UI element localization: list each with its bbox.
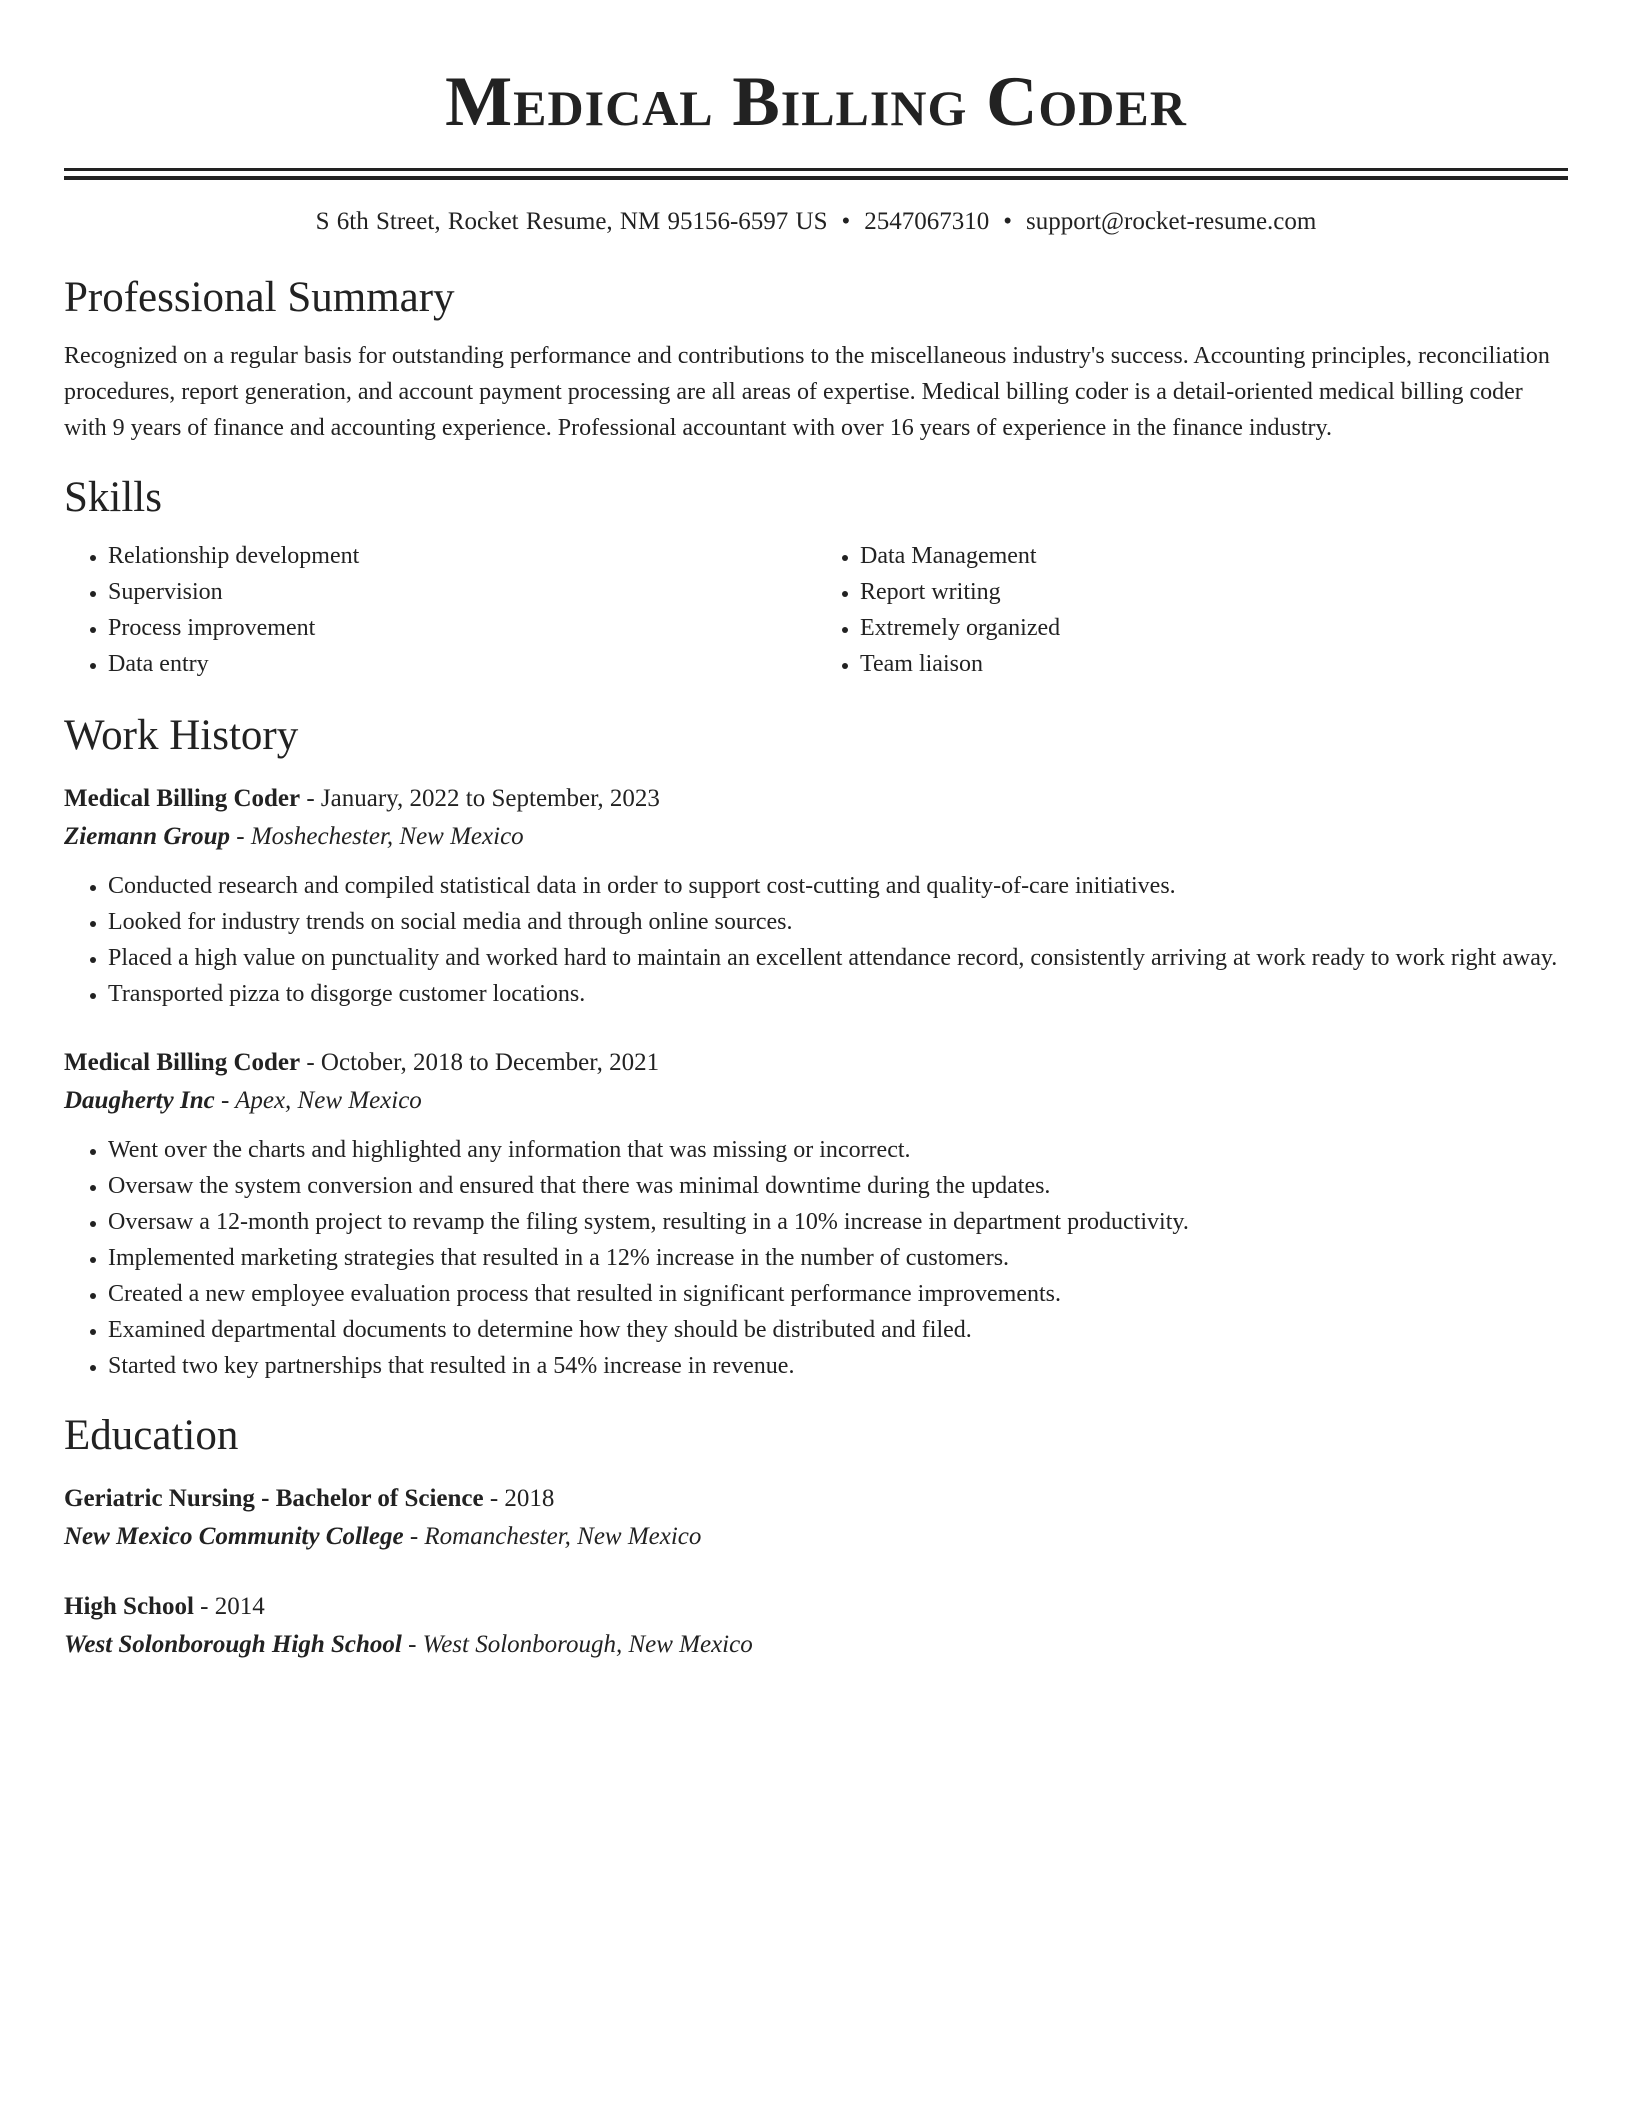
contact-email: support@rocket-resume.com bbox=[1026, 208, 1317, 235]
skill-item: • Process improvement bbox=[108, 610, 816, 646]
job-bullet: • Conducted research and compiled statistical data in order to support cost-cutting and quality-of-care initiatives. bbox=[108, 868, 1568, 904]
contact-address: S 6th Street, Rocket Resume, NM 95156-6597 US bbox=[315, 208, 828, 235]
summary-heading: Professional Summary bbox=[64, 274, 455, 321]
skill-item: • Extremely organized bbox=[860, 610, 1568, 646]
header-divider bbox=[64, 168, 1568, 180]
job-bullet: • Implemented marketing strategies that resulted in a 12% increase in the number of customers. bbox=[108, 1240, 1568, 1276]
contact-phone: 2547067310 bbox=[864, 208, 990, 235]
skill-item: • Data entry bbox=[108, 646, 816, 682]
contact-separator: • bbox=[841, 208, 851, 235]
contact-line bbox=[64, 206, 1568, 238]
education-heading: Education bbox=[64, 1412, 239, 1459]
job-bullet: • Oversaw a 12-month project to revamp the filing system, resulting in a 10% increase in department productivity. bbox=[108, 1204, 1568, 1240]
job-position: Medical Billing Coder bbox=[64, 785, 301, 812]
skill-item: • Data Management bbox=[860, 538, 1568, 574]
job-header bbox=[64, 780, 1568, 818]
skills-list-left bbox=[64, 538, 816, 682]
education-school: West Solonborough High School bbox=[64, 1631, 402, 1658]
education-entry bbox=[64, 1588, 1568, 1664]
job-company: Ziemann Group bbox=[64, 823, 231, 850]
job-bullet: • Examined departmental documents to determine how they should be distributed and filed. bbox=[108, 1312, 1568, 1348]
job-entry bbox=[64, 780, 1568, 1012]
skills-grid bbox=[64, 538, 1568, 682]
education-header bbox=[64, 1480, 1568, 1518]
job-company-line bbox=[64, 818, 1568, 856]
work-history-section bbox=[64, 710, 1568, 1384]
job-dates: - January, 2022 to September, 2023 bbox=[300, 785, 660, 812]
job-bullet: • Oversaw the system conversion and ensured that there was minimal downtime during the updates. bbox=[108, 1168, 1568, 1204]
education-year: - 2018 bbox=[483, 1485, 555, 1512]
skills-section bbox=[64, 472, 1568, 682]
skill-item: • Relationship development bbox=[108, 538, 816, 574]
resume-page bbox=[64, 0, 1568, 1664]
job-bullets bbox=[64, 868, 1568, 1012]
job-bullet: • Transported pizza to disgorge customer locations. bbox=[108, 976, 1568, 1012]
job-position: Medical Billing Coder bbox=[64, 1049, 301, 1076]
summary-text: Recognized on a regular basis for outstanding performance and contributions to the miscellaneous industry's success. Accounting principles, reconciliation procedures, report generation, and account payment processing are all areas of expertise. Medical billing coder is a detail-oriented medical billing coder with 9 years of finance and accounting experience. Professional accountant with over 16 years of experience in the finance industry. bbox=[64, 343, 1550, 441]
job-bullet: • Started two key partnerships that resulted in a 54% increase in revenue. bbox=[108, 1348, 1568, 1384]
job-bullet: • Placed a high value on punctuality and worked hard to maintain an excellent attendance record, consistently arriving at work ready to work right away. bbox=[108, 940, 1568, 976]
work-history-heading: Work History bbox=[64, 712, 299, 759]
skill-item: • Report writing bbox=[860, 574, 1568, 610]
education-location: - West Solonborough, New Mexico bbox=[401, 1631, 753, 1658]
education-school: New Mexico Community College bbox=[64, 1523, 404, 1550]
job-header bbox=[64, 1044, 1568, 1082]
job-location: - Moshechester, New Mexico bbox=[230, 823, 524, 850]
job-bullet: • Created a new employee evaluation process that resulted in significant performance improvements. bbox=[108, 1276, 1568, 1312]
job-location: - Apex, New Mexico bbox=[214, 1087, 422, 1114]
education-school-line bbox=[64, 1518, 1568, 1556]
education-degree: High School bbox=[64, 1593, 194, 1620]
education-header bbox=[64, 1588, 1568, 1626]
job-bullets bbox=[64, 1132, 1568, 1384]
education-location: - Romanchester, New Mexico bbox=[403, 1523, 702, 1550]
skill-item: • Supervision bbox=[108, 574, 816, 610]
education-section bbox=[64, 1410, 1568, 1664]
contact-separator: • bbox=[1003, 208, 1013, 235]
skill-item: • Team liaison bbox=[860, 646, 1568, 682]
job-dates: - October, 2018 to December, 2021 bbox=[300, 1049, 660, 1076]
education-school-line bbox=[64, 1626, 1568, 1664]
job-company: Daugherty Inc bbox=[64, 1087, 215, 1114]
candidate-name: Medical Billing Coder bbox=[445, 63, 1187, 141]
job-bullet: • Went over the charts and highlighted any information that was missing or incorrect. bbox=[108, 1132, 1568, 1168]
job-entry bbox=[64, 1044, 1568, 1384]
skills-heading: Skills bbox=[64, 474, 162, 521]
education-entry bbox=[64, 1480, 1568, 1556]
education-degree: Geriatric Nursing - Bachelor of Science bbox=[64, 1485, 484, 1512]
job-bullet: • Looked for industry trends on social media and through online sources. bbox=[108, 904, 1568, 940]
job-company-line bbox=[64, 1082, 1568, 1120]
summary-section bbox=[64, 272, 1568, 446]
education-year: - 2014 bbox=[193, 1593, 265, 1620]
skills-list-right bbox=[816, 538, 1568, 682]
